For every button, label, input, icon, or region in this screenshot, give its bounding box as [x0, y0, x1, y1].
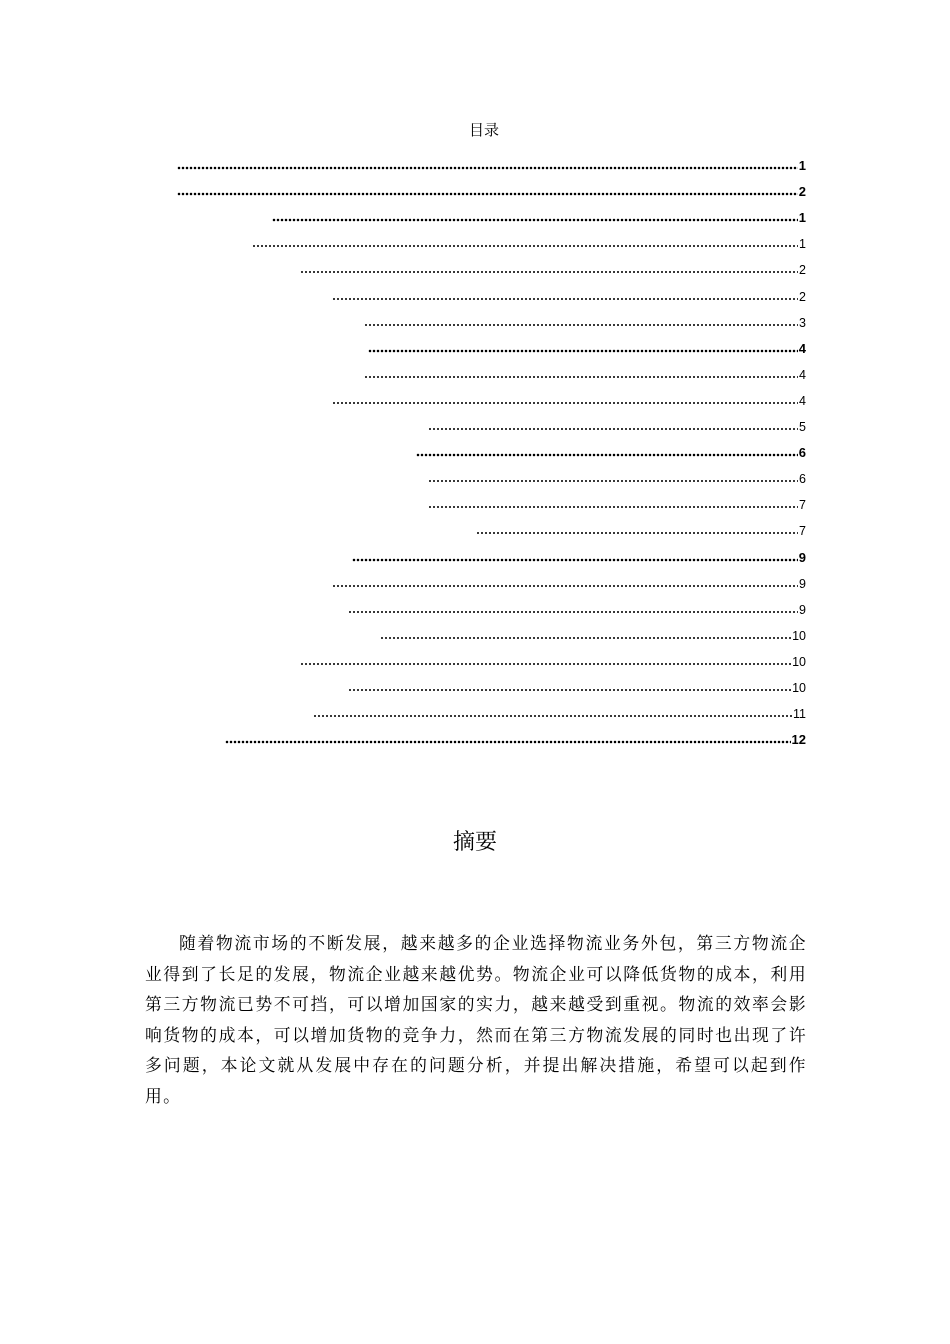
toc-entry[interactable]: [428, 470, 806, 486]
toc-page-number: 12: [791, 732, 806, 748]
toc-entry[interactable]: [313, 705, 806, 721]
toc-page-number: 7: [799, 498, 806, 513]
toc-leader-dots: [476, 531, 798, 535]
toc-page-number: 4: [798, 340, 806, 356]
toc-page-number: 1: [798, 158, 806, 173]
toc-page-number: 9: [798, 549, 806, 565]
toc-leader-dots: [300, 270, 798, 274]
toc-leader-dots: [332, 401, 798, 405]
toc-entry[interactable]: [416, 444, 806, 460]
toc-leader-dots: [368, 349, 798, 353]
toc-leader-dots: [177, 166, 798, 170]
toc-page-number: 2: [798, 184, 806, 200]
toc-leader-dots: [416, 453, 798, 457]
toc-leader-dots: [300, 662, 791, 666]
toc-entry[interactable]: [177, 183, 806, 199]
toc-leader-dots: [348, 688, 791, 692]
toc-entry[interactable]: [272, 209, 806, 225]
toc-leader-dots: [428, 427, 798, 431]
toc-page-number: 1: [799, 237, 806, 252]
toc-entry[interactable]: [348, 601, 806, 617]
toc-page-number: 6: [798, 445, 806, 461]
toc-page-number: 1: [798, 210, 806, 226]
toc-entry[interactable]: [332, 392, 806, 408]
toc-leader-dots: [364, 375, 798, 379]
toc-entry[interactable]: [348, 679, 806, 695]
toc-page-number: 5: [799, 420, 806, 434]
toc-leader-dots: [352, 558, 798, 562]
toc-leader-dots: [225, 740, 791, 744]
toc-page-number: 7: [799, 524, 806, 539]
toc-entry[interactable]: [364, 314, 806, 330]
toc-leader-dots: [428, 505, 798, 509]
toc-leader-dots: [332, 297, 798, 301]
toc-entry[interactable]: [300, 261, 806, 277]
toc-entry[interactable]: [300, 653, 806, 669]
toc-leader-dots: [252, 244, 798, 248]
abstract-title: 摘要: [452, 830, 497, 855]
toc-leader-dots: [428, 479, 798, 483]
toc-entry[interactable]: [428, 496, 806, 512]
toc-entry[interactable]: [380, 627, 806, 643]
toc-page-number: 4: [799, 367, 806, 382]
abstract-body: 随着物流市场的不断发展，越来越多的企业选择物流业务外包，第三方物流企业得到了长足的发展，物流企业越来越优势。物流企业可以降低货物的成本，利用第三方物流已势不可挡，可以增加国家的实力，越来越受到重视。物流的效率会影响货物的成本，可以增加货物的竞争力，然而在第三方物流发展的同时也出现了许多问题，本论文就从发展中存在的问题分析，并提出解决措施，希望可以起到作用。: [145, 933, 807, 1106]
toc-page-number: 4: [799, 393, 806, 408]
toc-page-number: 6: [799, 472, 806, 487]
toc-page-number: 10: [792, 681, 806, 695]
toc-entry[interactable]: [428, 418, 806, 434]
toc-leader-dots: [332, 584, 798, 588]
toc-page-number: 10: [792, 628, 806, 643]
toc-entry[interactable]: [368, 340, 806, 356]
toc-entry[interactable]: [476, 522, 806, 538]
toc-page-number: 9: [799, 576, 806, 591]
toc-page-number: 2: [799, 263, 806, 278]
toc-leader-dots: [348, 610, 798, 614]
toc-page-number: 11: [793, 707, 806, 722]
toc-page-number: 2: [799, 289, 806, 304]
toc-entry[interactable]: [225, 731, 806, 747]
toc-page-number: 9: [799, 602, 806, 617]
toc-page-number: 3: [799, 315, 806, 330]
toc-entry[interactable]: [177, 157, 806, 173]
toc-page-number: 10: [792, 654, 806, 669]
toc-entry[interactable]: [252, 235, 806, 251]
toc-leader-dots: [272, 218, 798, 222]
toc-leader-dots: [380, 636, 791, 640]
toc-entry[interactable]: [352, 549, 806, 565]
toc-leader-dots: [364, 323, 798, 327]
toc-title: 目录: [468, 121, 499, 139]
toc-entry[interactable]: [364, 366, 806, 382]
toc-entry[interactable]: [332, 288, 806, 304]
toc-leader-dots: [177, 192, 798, 196]
toc-leader-dots: [313, 714, 792, 718]
toc-entry[interactable]: [332, 575, 806, 591]
